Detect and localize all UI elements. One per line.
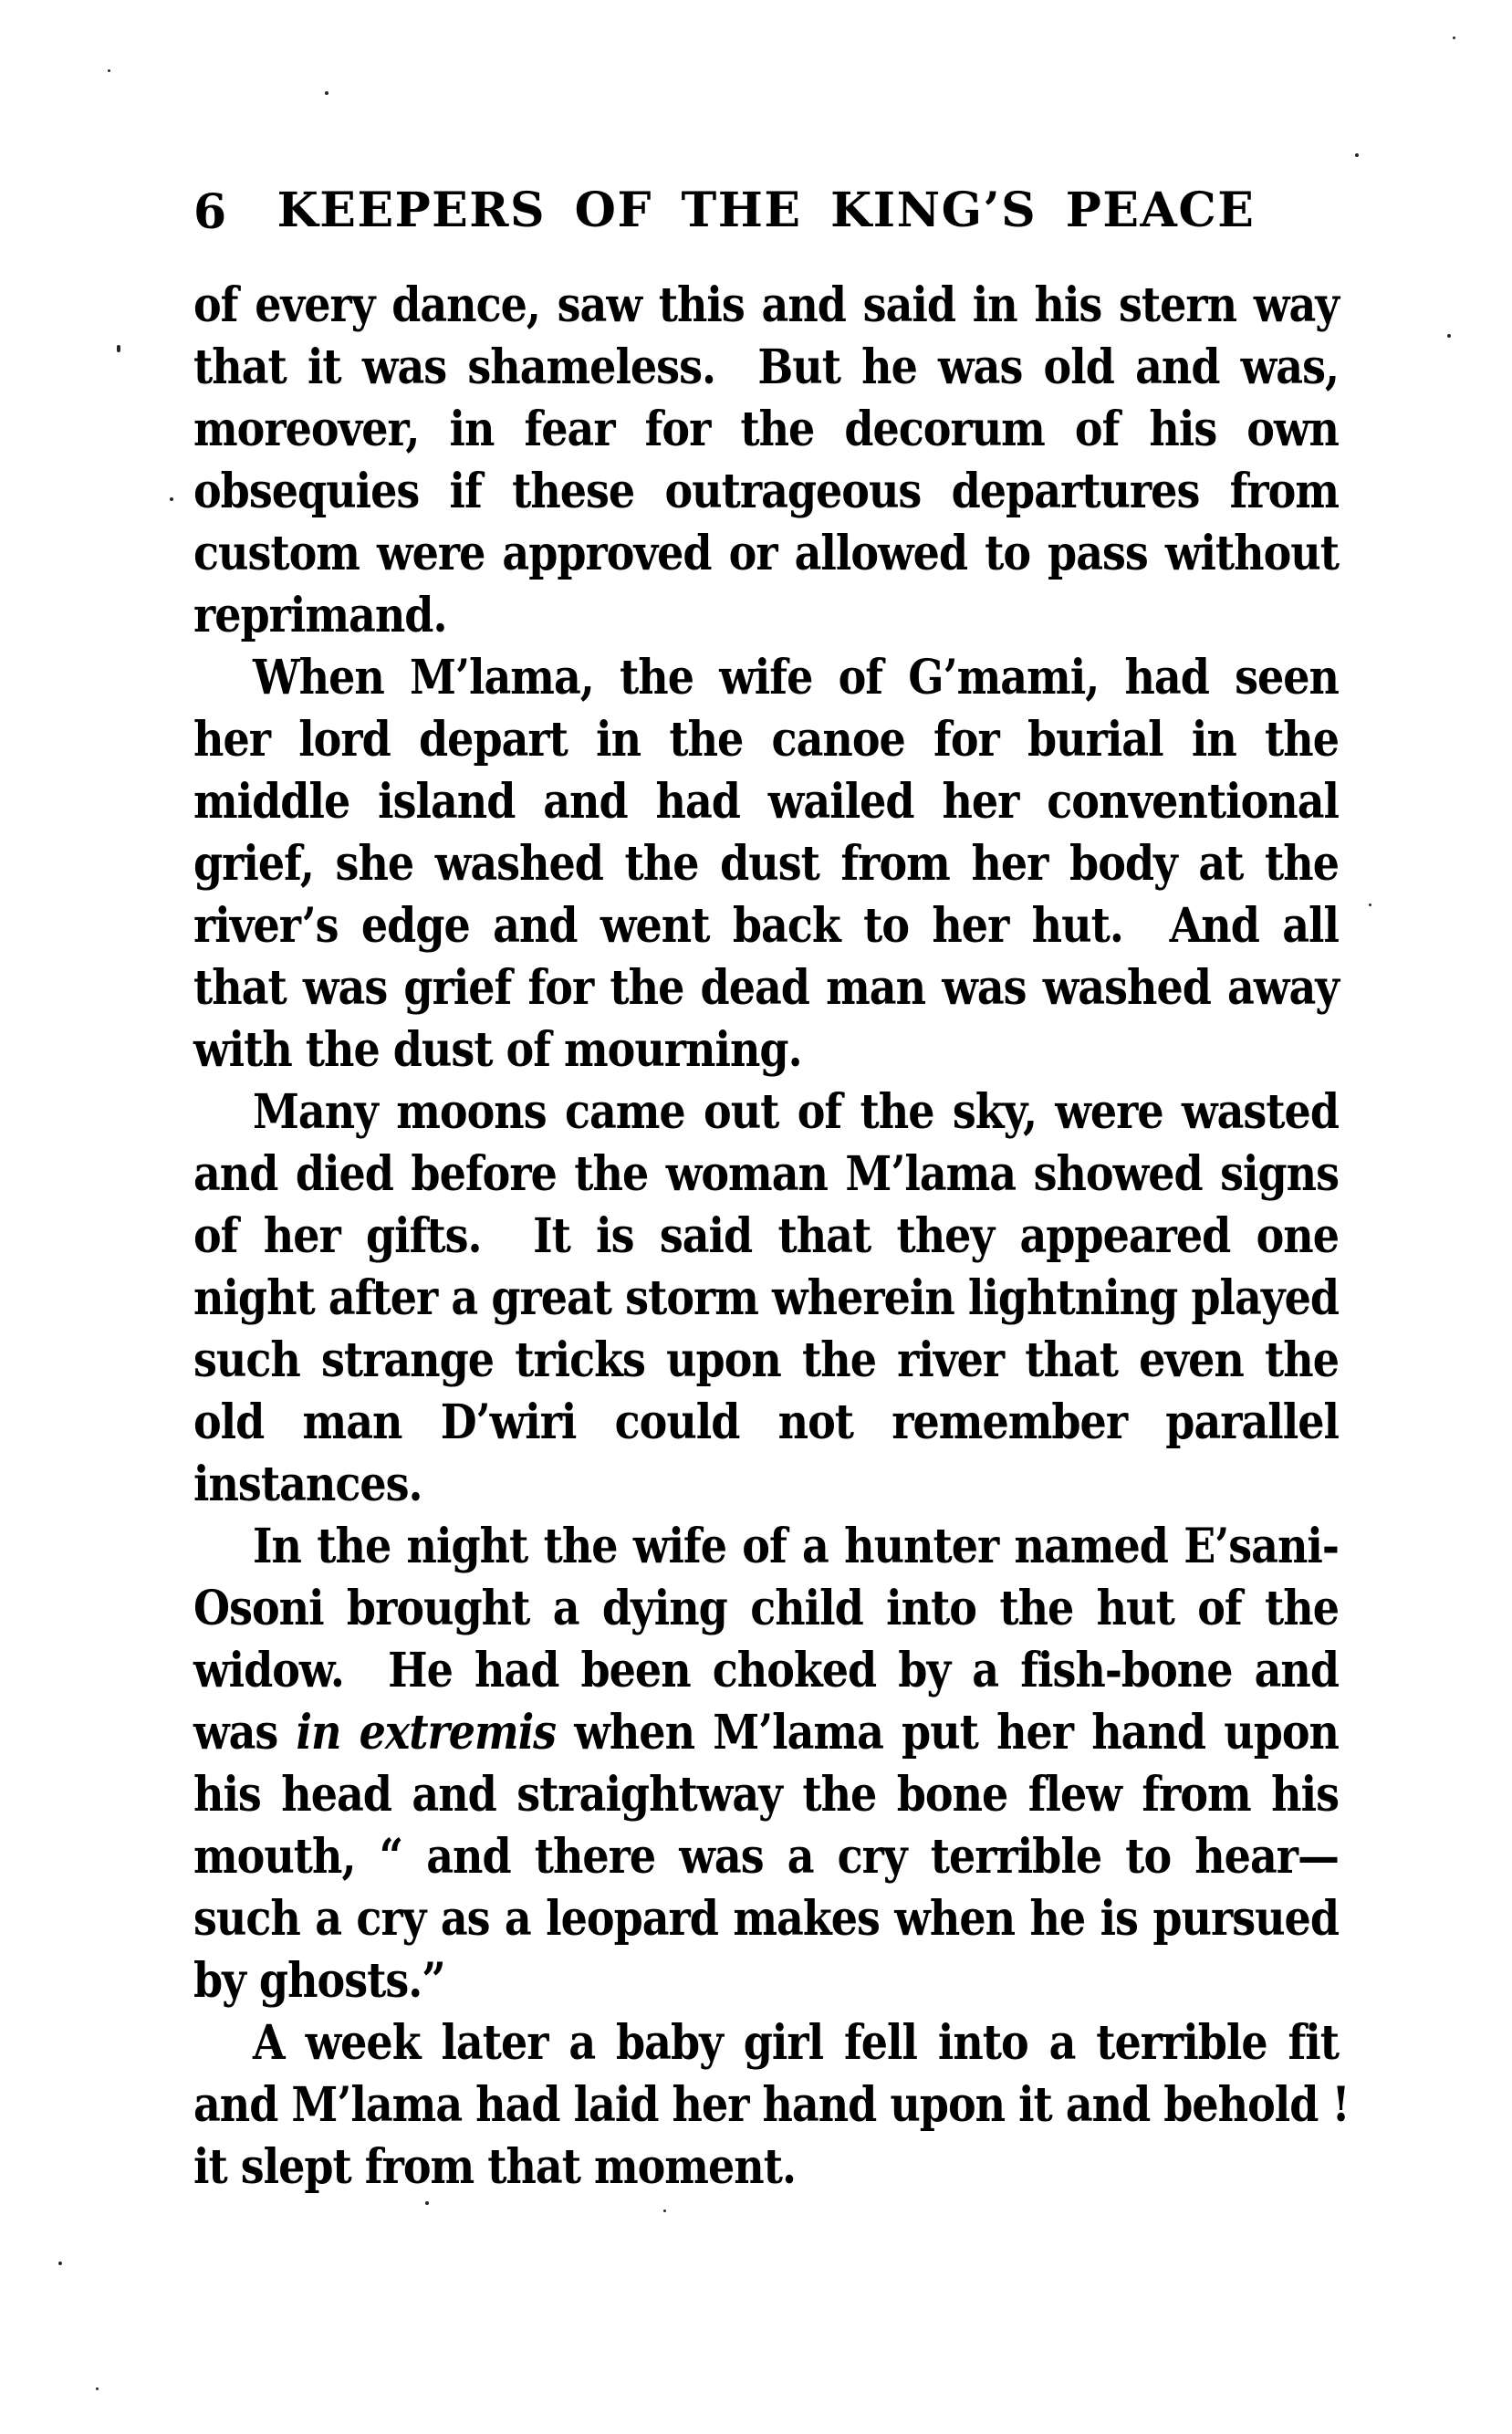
paragraph	[193, 646, 1339, 1081]
text-line: of every dance, saw this and said in his stern way	[193, 276, 1339, 333]
text-line: Osoni brought a dying child into the hut of the	[193, 1579, 1339, 1636]
text-line: and M’lama had laid her hand upon it and behold !	[193, 2075, 1350, 2133]
text-line: instances.	[193, 1455, 422, 1512]
scan-speck	[325, 91, 328, 95]
text-line: In the night the wife of a hunter named E’sani-	[253, 1517, 1339, 1574]
text-block	[193, 274, 1350, 2198]
text-line: of her gifts. It is said that they appeared one	[193, 1207, 1339, 1264]
text-line: was in extremis when M’lama put her hand upon	[193, 1703, 1339, 1760]
text-line: grief, she washed the dust from her body at the	[193, 834, 1339, 892]
text-line: mouth, “ and there was a cry terrible to hear—	[193, 1827, 1339, 1885]
running-head	[193, 183, 1339, 246]
scan-speck	[1369, 904, 1371, 906]
text-line: it slept from that moment.	[193, 2137, 796, 2195]
scan-speck	[108, 69, 110, 72]
text-line: such strange tricks upon the river that even the	[193, 1331, 1339, 1388]
scan-speck	[96, 2387, 99, 2390]
text-line: custom were approved or allowed to pass without	[193, 524, 1339, 581]
text-line: Many moons came out of the sky, were wasted	[253, 1082, 1339, 1140]
text-line: such a cry as a leopard makes when he is pursued	[193, 1889, 1339, 1947]
paragraph	[193, 2011, 1350, 2198]
text-line: widow. He had been choked by a fish-bone and	[193, 1641, 1339, 1698]
text-line: A week later a baby girl fell into a terrible fit	[253, 2013, 1339, 2071]
text-line: old man D’wiri could not remember parallel	[193, 1393, 1339, 1450]
text-line: with the dust of mourning.	[193, 1020, 802, 1078]
text-line: that was grief for the dead man was washed away	[193, 958, 1339, 1016]
scan-speck	[663, 2209, 666, 2212]
text-line: When M’lama, the wife of G’mami, had seen	[253, 648, 1339, 705]
paragraph	[193, 1515, 1339, 2011]
text-line: her lord depart in the canoe for burial in the	[193, 710, 1339, 768]
text-line: his head and straightway the bone flew from his	[193, 1765, 1339, 1823]
text-line: river’s edge and went back to her hut. And all	[193, 896, 1339, 954]
text-line: and died before the woman M’lama showed signs	[193, 1144, 1339, 1202]
scan-speck	[58, 2262, 62, 2265]
page-number: 6	[193, 184, 228, 240]
scan-speck	[1447, 334, 1451, 338]
scan-speck	[1355, 153, 1359, 157]
paragraph	[193, 274, 1339, 646]
text-line: night after a great storm wherein lightning played	[193, 1269, 1339, 1326]
italic-phrase: in extremis	[296, 1703, 557, 1760]
text-line: by ghosts.”	[193, 1951, 445, 2009]
scan-speck	[425, 2201, 429, 2205]
scan-speck	[170, 497, 173, 501]
running-title: KEEPERS OF THE KING’S PEACE	[276, 183, 1256, 238]
text-line: middle island and had wailed her conventional	[193, 772, 1339, 830]
text-line: reprimand.	[193, 586, 447, 643]
text-line: obsequies if these outrageous departures from	[193, 462, 1339, 519]
scan-speck	[1453, 37, 1455, 39]
paragraph	[193, 1081, 1339, 1515]
text-line: moreover, in fear for the decorum of his own	[193, 400, 1339, 457]
text-line: that it was shameless. But he was old and was,	[193, 338, 1339, 395]
scan-speck	[117, 345, 120, 352]
